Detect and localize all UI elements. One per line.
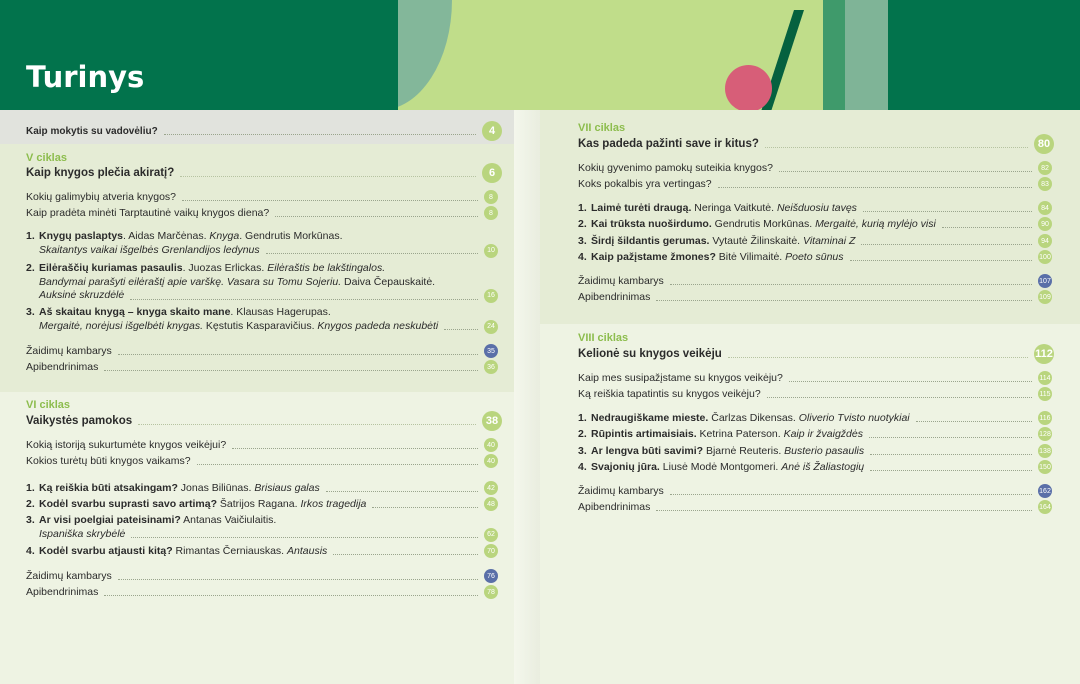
entry-label: Kokių galimybių atveria knygos? <box>26 190 176 203</box>
page-badge: 42 <box>484 481 498 495</box>
page-badge: 80 <box>1034 134 1054 154</box>
lesson-work: Neišduosiu tavęs <box>776 201 857 214</box>
leader-dots <box>718 187 1032 188</box>
toc-entry-games[interactable] <box>26 569 498 583</box>
leader-dots <box>275 216 478 217</box>
lesson-number: 1. <box>578 411 587 424</box>
page-badge: 112 <box>1034 344 1054 364</box>
lesson-work: Anė iš Žaliastogių <box>781 460 865 473</box>
lesson-work: Busterio pasaulis <box>784 444 865 457</box>
leader-dots <box>130 299 478 300</box>
lesson-work: Oliverio Tvisto nuotykiai <box>798 411 910 424</box>
toc-entry-cycle-title[interactable] <box>578 134 1054 154</box>
leader-dots <box>326 491 478 492</box>
leader-dots <box>863 211 1032 212</box>
decor-bar <box>823 0 845 110</box>
lesson-author: Bjarnė Reuteris. <box>703 444 785 457</box>
entry-label: Koks pokalbis yra vertingas? <box>578 177 712 190</box>
page-badge: 4 <box>482 121 502 141</box>
entry-label: Kaip mes susipažįstame su knygos veikėju? <box>578 371 783 384</box>
toc-lesson[interactable] <box>26 497 498 511</box>
lesson-author: Čarlzas Dikensas. <box>708 411 799 424</box>
toc-entry[interactable] <box>26 438 498 452</box>
lesson-title: Kodėl svarbu atjausti kitą? <box>39 544 173 557</box>
cycle-label: VII ciklas <box>578 122 626 134</box>
lesson-work: Knyga <box>209 230 240 242</box>
toc-entry-games[interactable] <box>26 344 498 358</box>
lesson-author: Rimantas Černiauskas. <box>172 544 288 557</box>
lesson-number: 1. <box>26 481 35 494</box>
page-badge: 100 <box>1038 250 1052 264</box>
cycle-label: V ciklas <box>26 152 67 164</box>
page-badge: 128 <box>1038 427 1052 441</box>
entry-label: Kokių gyvenimo pamokų suteikia knygos? <box>578 161 773 174</box>
entry-label: Apibendrinimas <box>578 500 651 513</box>
lesson-title: Laimė turėti draugą. <box>591 201 692 214</box>
leader-dots <box>870 454 1032 455</box>
entry-label: Ką reiškia tapatintis su knygos veikėju? <box>578 387 761 400</box>
lesson-number: 1. <box>578 201 587 214</box>
leader-dots <box>372 507 478 508</box>
lesson-author: Kęstutis Kasparavičius. <box>203 319 318 332</box>
lesson-title: Ką reiškia būti atsakingam? <box>39 481 178 494</box>
toc-lesson[interactable] <box>578 460 1052 474</box>
lesson-number: 3. <box>578 234 587 247</box>
decor-arc-mask <box>310 0 398 110</box>
lesson-title: Ar visi poelgiai pateisinami? <box>39 514 181 526</box>
leader-dots <box>779 171 1032 172</box>
lesson-number: 4. <box>578 250 587 263</box>
lesson-author: . Juozas Erlickas. <box>182 262 268 274</box>
leader-dots <box>850 260 1032 261</box>
lesson-author: Ketrina Paterson. <box>696 427 784 440</box>
page-badge: 6 <box>482 163 502 183</box>
leader-dots <box>916 421 1032 422</box>
toc-entry[interactable] <box>578 387 1052 401</box>
toc-entry-summary[interactable] <box>578 500 1052 514</box>
page-title: Turinys <box>26 60 145 94</box>
leader-dots <box>138 424 476 425</box>
leader-dots <box>118 579 478 580</box>
toc-entry-games[interactable] <box>578 484 1052 498</box>
toc-entry-cycle-title[interactable] <box>26 163 502 183</box>
cycle-label: VI ciklas <box>26 399 71 411</box>
cycle-label: VIII ciklas <box>578 332 629 344</box>
leader-dots <box>104 595 478 596</box>
lesson-number: 2. <box>26 497 35 510</box>
toc-lesson[interactable] <box>578 201 1052 215</box>
entry-label: Vaikystės pamokos <box>26 414 133 427</box>
lesson-author: Jonas Biliūnas. <box>177 481 255 494</box>
lesson-author: Vytautė Žilinskaitė. <box>709 234 804 247</box>
entry-label: Apibendrinimas <box>578 290 651 303</box>
toc-entry-summary[interactable] <box>26 585 498 599</box>
leader-dots <box>670 494 1032 495</box>
page-badge: 116 <box>1038 411 1052 425</box>
lesson-title: Kaip pažįstame žmones? <box>591 250 716 263</box>
page-badge: 38 <box>482 411 502 431</box>
entry-label: Kokios turėtų būti knygos vaikams? <box>26 454 191 467</box>
toc-entry[interactable] <box>26 206 498 220</box>
lesson-title: Knygų paslaptys <box>39 230 124 242</box>
leader-dots <box>444 329 478 330</box>
toc-entry-summary[interactable] <box>26 360 498 374</box>
entry-label: Kaip knygos plečia akiratį? <box>26 166 175 179</box>
page-badge: 35 <box>484 344 498 358</box>
leader-dots <box>942 227 1032 228</box>
leader-dots <box>656 300 1032 301</box>
lesson-author: Liusė Modė Montgomeri. <box>659 460 782 473</box>
leader-dots <box>164 134 476 135</box>
lesson-title: Kai trūksta nuoširdumo. <box>591 217 712 230</box>
page-badge: 48 <box>484 497 498 511</box>
lesson-title: Eilėraščių kuriamas pasaulis <box>39 262 183 274</box>
leader-dots <box>870 470 1032 471</box>
lesson-number: 4. <box>26 544 35 557</box>
lesson-author: Neringa Vaitkutė. <box>691 201 777 214</box>
lesson-title: Širdį šildantis gerumas. <box>591 234 710 247</box>
lesson-work: Vitaminai Z <box>803 234 856 247</box>
decor-band <box>398 0 888 110</box>
leader-dots <box>767 397 1032 398</box>
lesson-work: Antausis <box>287 544 328 557</box>
lesson-work: Skaitantys vaikai išgelbės Grenlandijos ledynus <box>39 243 260 256</box>
entry-label: Žaidimų kambarys <box>578 274 664 287</box>
page-badge: 115 <box>1038 387 1052 401</box>
lesson-work: Bandymai parašyti eilėraštį apie varškę. Vasara su Tomu Sojeriu. <box>39 275 342 288</box>
toc-entry[interactable] <box>578 177 1052 191</box>
toc-lesson[interactable] <box>26 306 498 334</box>
page-badge: 162 <box>1038 484 1052 498</box>
page-badge: 94 <box>1038 234 1052 248</box>
lesson-work: Ispaniška skrybėlė <box>39 527 126 540</box>
leader-dots <box>266 253 478 254</box>
toc-lesson[interactable] <box>26 544 498 558</box>
leader-dots <box>104 370 478 371</box>
lesson-number: 3. <box>26 514 35 526</box>
entry-label: Žaidimų kambarys <box>578 484 664 497</box>
leader-dots <box>197 464 478 465</box>
page-badge: 107 <box>1038 274 1052 288</box>
toc-lesson[interactable] <box>578 411 1052 425</box>
decor-circle <box>725 65 772 110</box>
toc-lesson[interactable] <box>578 250 1052 264</box>
page-badge: 114 <box>1038 371 1052 385</box>
page-badge: 164 <box>1038 500 1052 514</box>
page-badge: 90 <box>1038 217 1052 231</box>
lesson-author: Daiva Čepauskaitė. <box>341 275 436 288</box>
lesson-work: Kaip ir žvaigždės <box>783 427 863 440</box>
page-badge: 150 <box>1038 460 1052 474</box>
toc-lesson[interactable] <box>578 217 1052 231</box>
lesson-author: . Gendrutis Morkūnas. <box>239 230 343 242</box>
entry-label: Kokią istoriją sukurtumėte knygos veikėjui? <box>26 438 227 451</box>
toc-entry[interactable] <box>578 371 1052 385</box>
lesson-author: Antanas Vaičiulaitis. <box>180 514 277 526</box>
lesson-number: 2. <box>578 427 587 440</box>
lesson-number: 3. <box>26 306 35 318</box>
page-badge: 138 <box>1038 444 1052 458</box>
leader-dots <box>728 357 1028 358</box>
toc-entry-cycle-title[interactable] <box>578 344 1054 364</box>
leader-dots <box>869 437 1032 438</box>
lesson-author: . Aidas Marčėnas. <box>123 230 210 242</box>
lesson-work: Poeto sūnus <box>785 250 844 263</box>
page-badge: 76 <box>484 569 498 583</box>
page-badge: 36 <box>484 360 498 374</box>
entry-label: Apibendrinimas <box>26 360 99 373</box>
leader-dots <box>182 200 478 201</box>
toc-entry[interactable] <box>26 190 498 204</box>
lesson-title: Svajonių jūra. <box>591 460 660 473</box>
lesson-work: Knygos padeda neskubėti <box>317 319 439 332</box>
leader-dots <box>131 537 478 538</box>
toc-entry[interactable] <box>26 454 498 468</box>
entry-label: Žaidimų kambarys <box>26 344 112 357</box>
toc-lesson[interactable] <box>578 234 1052 248</box>
entry-label: Kaip pradėta minėti Tarptautinė vaikų knygos diena? <box>26 206 270 219</box>
lesson-author: Bitė Vilimaitė. <box>715 250 786 263</box>
entry-label: Kelionė su knygos veikėju <box>578 347 722 360</box>
toc-entry-games[interactable] <box>578 274 1052 288</box>
entry-label: Kaip mokytis su vadovėliu? <box>26 125 158 137</box>
toc-entry[interactable] <box>578 161 1052 175</box>
header-banner <box>0 0 1080 110</box>
lesson-work: Auksinė skruzdėlė <box>39 289 125 302</box>
entry-label: Apibendrinimas <box>26 585 99 598</box>
lesson-work: Irkos tragedija <box>300 497 367 510</box>
page-badge: 70 <box>484 544 498 558</box>
page-badge: 84 <box>1038 201 1052 215</box>
leader-dots <box>180 176 476 177</box>
lesson-work: Mergaitė, kurią mylėjo visi <box>815 217 936 230</box>
lesson-work: Mergaitė, norėjusi išgelbėti knygas. <box>39 319 204 332</box>
page-badge: 16 <box>484 289 498 303</box>
lesson-author: . Klausas Hagerupas. <box>230 306 331 318</box>
page-badge: 8 <box>484 206 498 220</box>
toc-lesson[interactable] <box>578 444 1052 458</box>
entry-label: Kas padeda pažinti save ir kitus? <box>578 137 759 150</box>
toc-lesson[interactable] <box>26 481 498 495</box>
page-badge: 62 <box>484 528 498 542</box>
toc-lesson[interactable] <box>26 514 498 542</box>
book-gutter <box>514 110 540 684</box>
lesson-number: 4. <box>578 460 587 473</box>
leader-dots <box>118 354 478 355</box>
page-badge: 83 <box>1038 177 1052 191</box>
leader-dots <box>670 284 1032 285</box>
toc-lesson[interactable] <box>578 427 1052 441</box>
toc-entry-cycle-title[interactable] <box>26 411 502 431</box>
leader-dots <box>333 554 478 555</box>
decor-bar <box>845 0 888 110</box>
lesson-title: Rūpintis artimaisiais. <box>591 427 697 440</box>
lesson-title: Ar lengva būti savimi? <box>591 444 704 457</box>
lesson-work: Eilėraštis be lakštingalos. <box>267 262 386 274</box>
leader-dots <box>861 244 1032 245</box>
leader-dots <box>765 147 1028 148</box>
lesson-number: 3. <box>578 444 587 457</box>
lesson-title: Kodėl svarbu suprasti savo artimą? <box>39 497 217 510</box>
lesson-number: 1. <box>26 230 35 242</box>
page-badge: 82 <box>1038 161 1052 175</box>
leader-dots <box>656 510 1032 511</box>
page-badge: 40 <box>484 438 498 452</box>
page-badge: 40 <box>484 454 498 468</box>
entry-label: Žaidimų kambarys <box>26 569 112 582</box>
page-badge: 10 <box>484 244 498 258</box>
lesson-work: Brisiaus galas <box>254 481 320 494</box>
toc-entry-intro[interactable] <box>26 121 502 141</box>
page-badge: 109 <box>1038 290 1052 304</box>
toc-lesson[interactable] <box>26 230 498 258</box>
toc-entry-summary[interactable] <box>578 290 1052 304</box>
lesson-author: Šatrijos Ragana. <box>216 497 301 510</box>
page-badge: 78 <box>484 585 498 599</box>
leader-dots <box>232 448 478 449</box>
lesson-number: 2. <box>26 262 35 274</box>
lesson-author: Gendrutis Morkūnas. <box>711 217 816 230</box>
page-badge: 24 <box>484 320 498 334</box>
lesson-title: Nedraugiškame mieste. <box>591 411 709 424</box>
page-badge: 8 <box>484 190 498 204</box>
lesson-number: 2. <box>578 217 587 230</box>
lesson-title: Aš skaitau knygą – knyga skaito mane <box>39 306 231 318</box>
toc-lesson[interactable] <box>26 262 498 303</box>
leader-dots <box>789 381 1032 382</box>
